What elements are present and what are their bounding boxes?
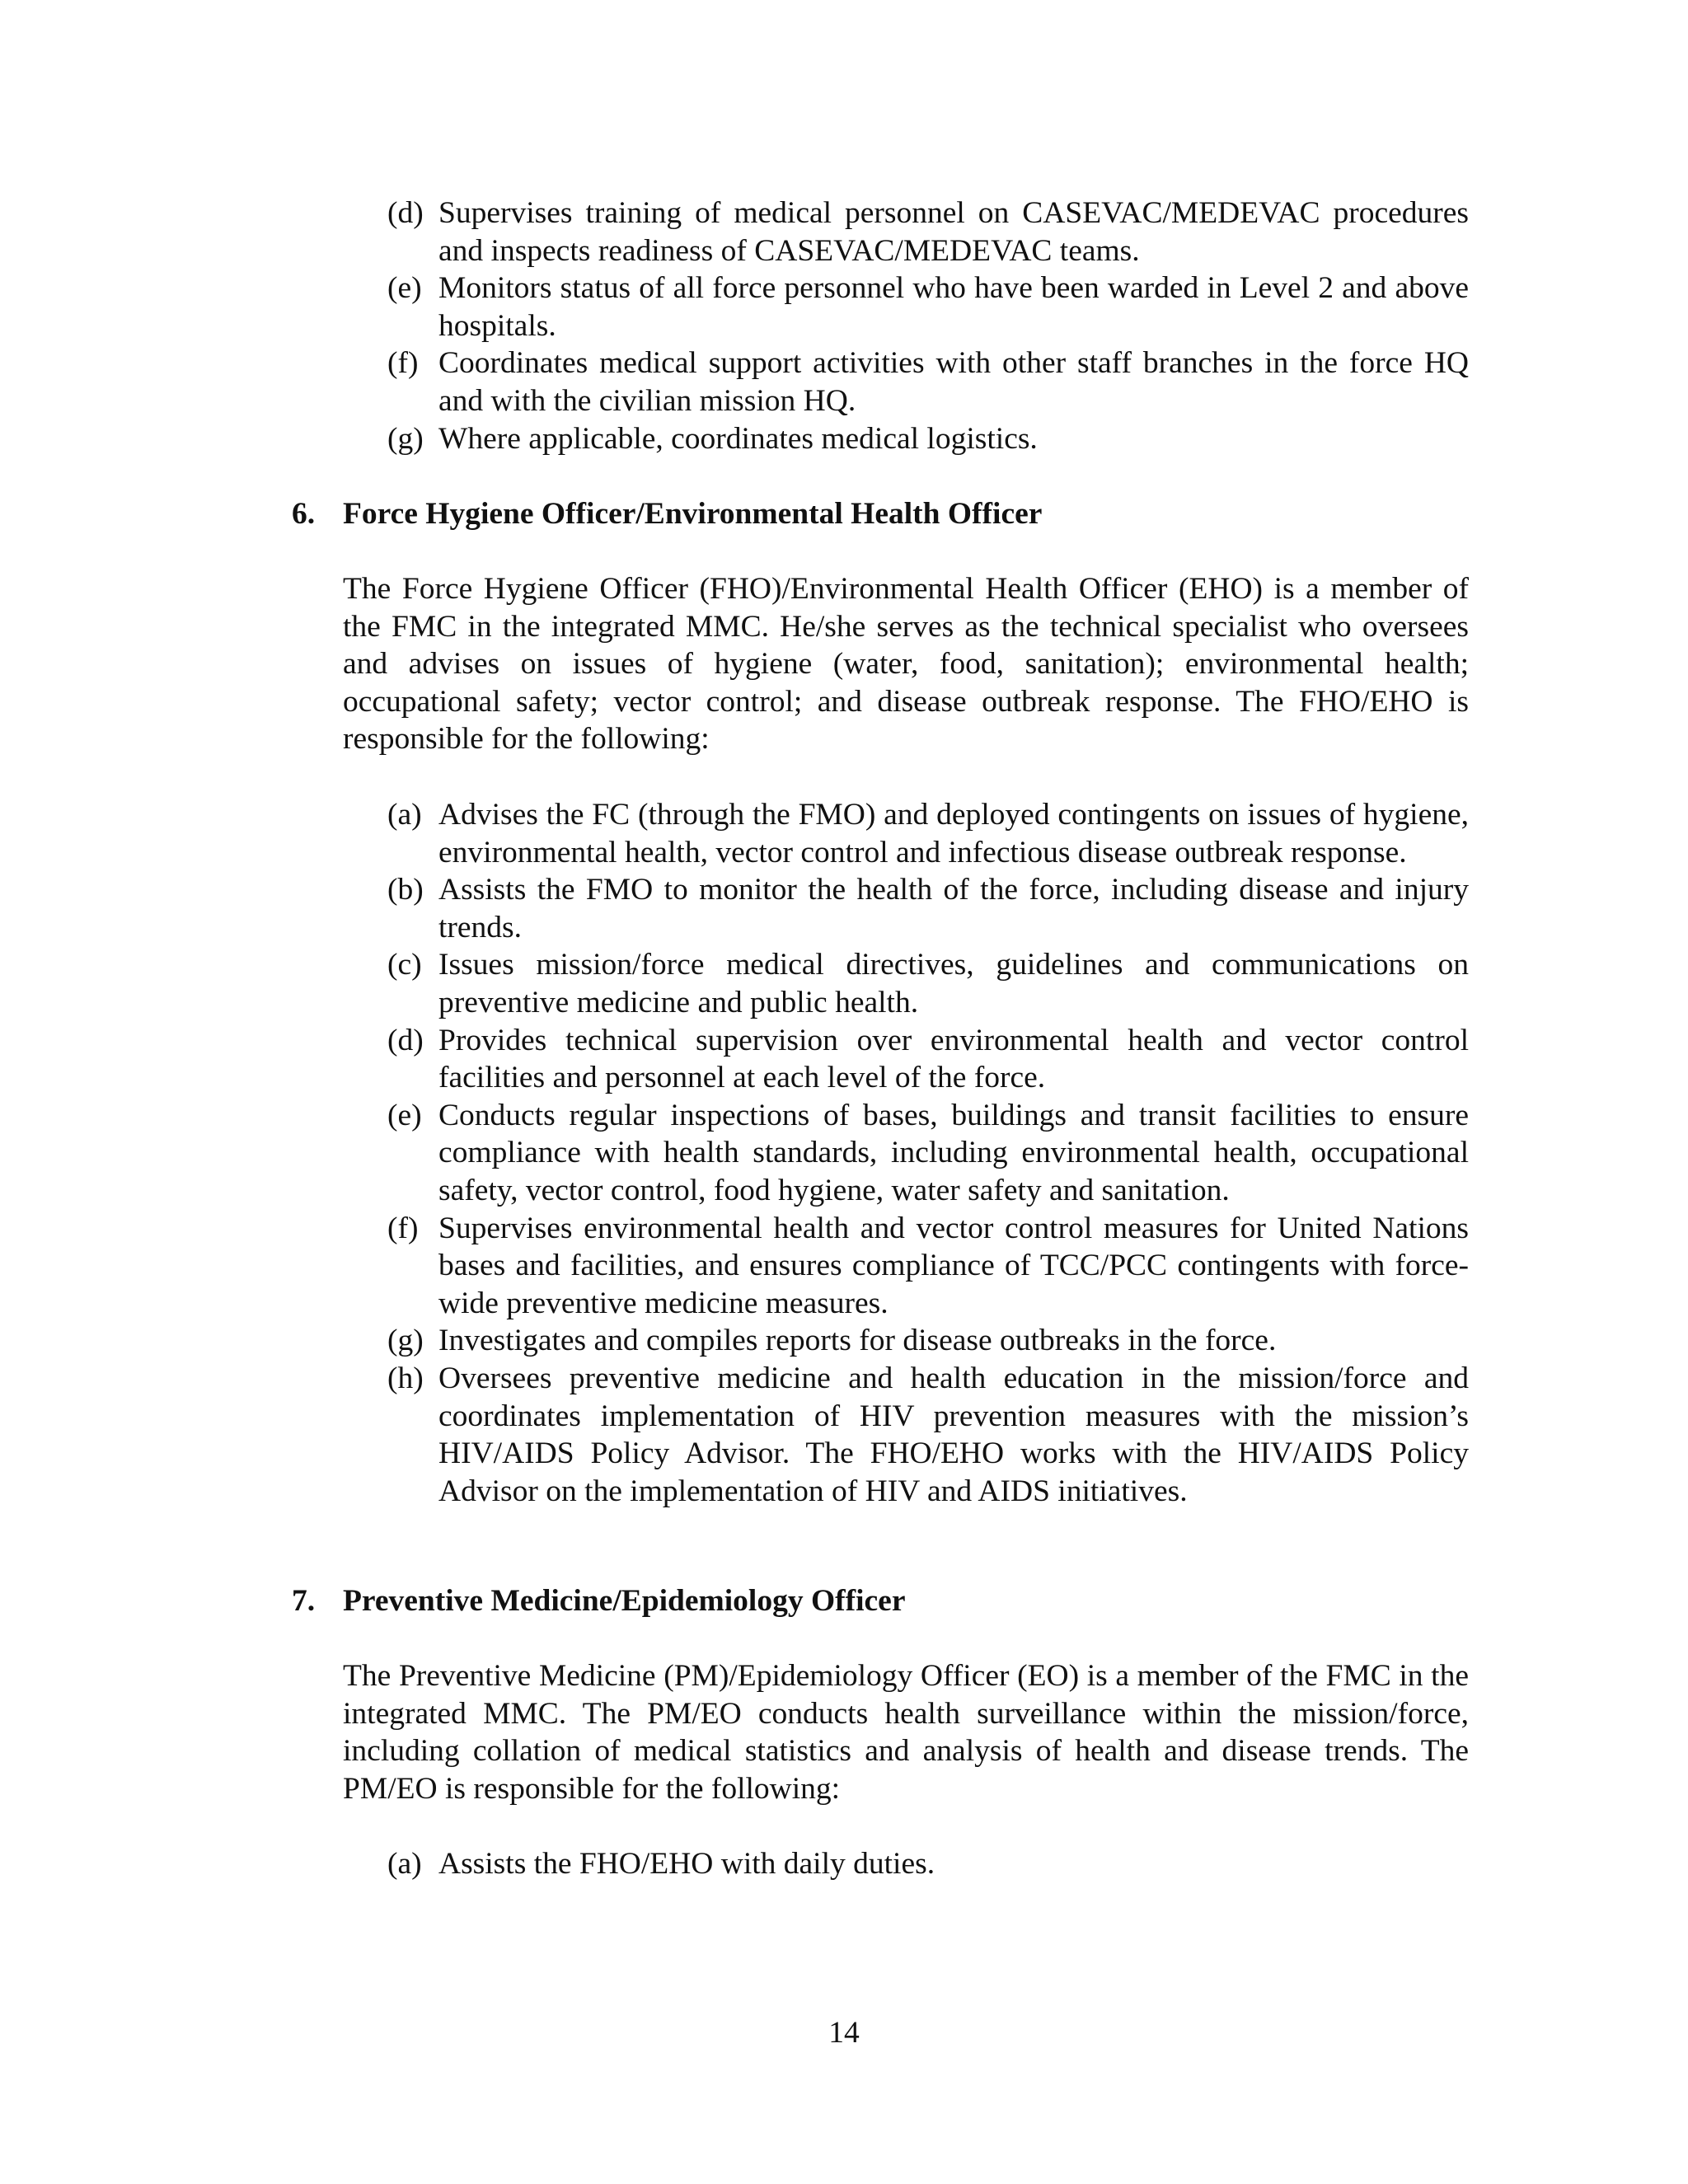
list-marker: (g) — [387, 1324, 424, 1358]
list-item-text: Provides technical supervision over environmental health and vector control facilities and personnel at each level of the force. — [438, 1023, 1469, 1095]
section-7-heading — [292, 1582, 1469, 1620]
section-title: Preventive Medicine/Epidemiology Officer — [343, 1584, 906, 1618]
list-marker: (b) — [387, 873, 424, 907]
list-marker: (e) — [387, 271, 422, 306]
list-item — [387, 194, 1469, 269]
list-item-text: Supervises training of medical personnel on CASEVAC/MEDEVAC procedures and inspects readiness of CASEVAC/MEDEVAC teams. — [438, 196, 1469, 268]
section-7-intro: The Preventive Medicine (PM)/Epidemiology Officer (EO) is a member of the FMC in the integrated MMC. The PM/EO conducts health surveillance within the mission/force, including collation of medical statistics and analysis of health and disease trends. The PM/EO is responsible for the following: — [343, 1659, 1469, 1806]
list-item-text: Monitors status of all force personnel who have been warded in Level 2 and above hospitals. — [438, 271, 1469, 343]
list-item — [387, 1210, 1469, 1323]
list-marker: (g) — [387, 421, 424, 456]
list-item-text: Where applicable, coordinates medical logistics. — [438, 421, 1038, 456]
list-marker: (f) — [387, 346, 419, 381]
section-6-intro: The Force Hygiene Officer (FHO)/Environmental Health Officer (EHO) is a member of the FMC in the integrated MMC. He/she serves as the technical specialist who oversees and advises on issues of hygiene (water, food, sanitation); environmental health; occupational safety; vector control; and disease outbreak response. The FHO/EHO is responsible for the following: — [343, 572, 1469, 757]
section-6-list — [387, 796, 1469, 1510]
list-marker: (f) — [387, 1211, 419, 1245]
list-marker: (h) — [387, 1361, 424, 1395]
list-item-text: Issues mission/force medical directives, guidelines and communications on preventive medicine and public health. — [438, 948, 1469, 1019]
section-6-heading — [292, 495, 1469, 533]
list-marker: (a) — [387, 1847, 422, 1881]
list-marker: (c) — [387, 948, 422, 982]
list-marker: (d) — [387, 196, 424, 230]
list-item-text: Advises the FC (through the FMO) and deployed contingents on issues of hygiene, environmental health, vector control and infectious disease outbreak response. — [438, 798, 1469, 869]
list-marker: (a) — [387, 798, 422, 832]
list-item — [387, 946, 1469, 1021]
list-item — [387, 1022, 1469, 1097]
section-7-list — [387, 1845, 1469, 1883]
list-item-text: Assists the FHO/EHO with daily duties. — [438, 1847, 935, 1881]
list-marker: (e) — [387, 1098, 422, 1132]
list-marker: (d) — [387, 1023, 424, 1057]
list-item — [387, 344, 1469, 419]
list-item — [387, 871, 1469, 946]
list-item — [387, 269, 1469, 344]
list-item — [387, 1360, 1469, 1510]
section-number: 6. — [292, 497, 316, 531]
list-item-text: Investigates and compiles reports for disease outbreaks in the force. — [438, 1324, 1277, 1358]
section-number: 7. — [292, 1584, 316, 1618]
continued-list — [387, 194, 1469, 457]
list-item — [387, 1845, 1469, 1883]
list-item-text: Coordinates medical support activities with other staff branches in the force HQ and with the civilian mission HQ. — [438, 346, 1469, 418]
list-item-text: Conducts regular inspections of bases, buildings and transit facilities to ensure compliance with health standards, including environmental health, occupational safety, vector control, food hygiene, water safety and sanitation. — [438, 1098, 1469, 1207]
list-item — [387, 420, 1469, 458]
list-item-text: Supervises environmental health and vector control measures for United Nations bases and facilities, and ensures compliance of TCC/PCC contingents with force-wide preventive medicine measures. — [438, 1211, 1469, 1320]
list-item-text: Assists the FMO to monitor the health of the force, including disease and injury trends. — [438, 873, 1469, 944]
list-item — [387, 1097, 1469, 1210]
list-item — [387, 1322, 1469, 1360]
list-item-text: Oversees preventive medicine and health education in the mission/force and coordinates implementation of HIV prevention measures with the mission’s HIV/AIDS Policy Advisor. The FHO/EHO works with the HIV/AIDS Policy Advisor on the implementation of HIV and AIDS initiatives. — [438, 1361, 1469, 1508]
list-item — [387, 796, 1469, 871]
section-title: Force Hygiene Officer/Environmental Health Officer — [343, 497, 1043, 531]
page-number: 14 — [828, 2016, 860, 2050]
